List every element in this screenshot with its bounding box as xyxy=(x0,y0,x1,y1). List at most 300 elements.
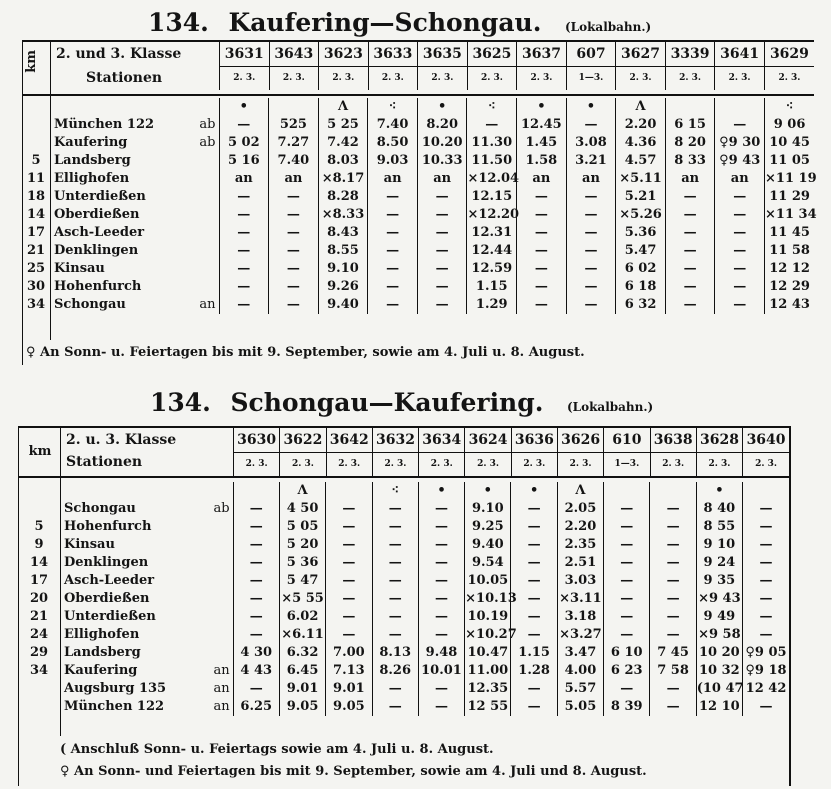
time-cell: 9.01 xyxy=(279,680,325,698)
time-cell: — xyxy=(715,260,765,278)
time-cell: 7.00 xyxy=(326,644,372,662)
km-value xyxy=(18,698,60,716)
time-cell: — xyxy=(566,188,616,206)
table1-header-rule xyxy=(22,94,814,96)
spacer xyxy=(22,98,50,116)
time-cell: ×12.20 xyxy=(467,207,520,222)
time-cell: — xyxy=(326,518,372,536)
table1-stations-header: Stationen xyxy=(86,70,163,86)
time-cell: — xyxy=(566,116,616,134)
spacer xyxy=(18,482,60,500)
km-value xyxy=(18,680,60,698)
table2-train-header xyxy=(233,428,789,476)
time-cell: 9.05 xyxy=(279,698,325,716)
time-cell: — xyxy=(233,572,279,590)
time-cell: 12.35 xyxy=(465,680,511,698)
km-value: 18 xyxy=(26,189,46,204)
table-row xyxy=(18,680,789,698)
time-cell: — xyxy=(418,680,464,698)
time-cell: — xyxy=(233,590,279,608)
train-symbol: • xyxy=(511,482,557,500)
km-value: 5 xyxy=(34,519,44,534)
time-cell: — xyxy=(604,572,650,590)
table-row xyxy=(18,698,789,716)
time-cell: — xyxy=(372,698,418,716)
time-cell: 8.03 xyxy=(318,152,368,170)
station-name: Kaufering xyxy=(54,135,128,150)
time-cell: ×9 43 xyxy=(698,591,741,606)
station-name: Schongau xyxy=(64,501,136,516)
time-cell: — xyxy=(418,590,464,608)
time-cell: — xyxy=(368,224,418,242)
km-value xyxy=(18,500,60,518)
train-number: 3623 xyxy=(319,42,369,66)
station-name: Denklingen xyxy=(64,555,149,570)
time-cell: — xyxy=(417,296,467,314)
time-cell: 4.57 xyxy=(616,152,666,170)
time-cell: — xyxy=(665,260,715,278)
time-cell: 12 29 xyxy=(765,278,815,296)
table-row xyxy=(22,278,814,296)
time-cell: 2.20 xyxy=(616,116,666,134)
table2-title xyxy=(150,388,653,417)
arrival-departure: ab xyxy=(199,135,216,150)
table-row xyxy=(22,260,814,278)
station-name: Unterdießen xyxy=(64,609,156,624)
time-cell: ×3.27 xyxy=(559,627,602,642)
train-class: 2. 3. xyxy=(280,452,326,476)
train-number: 3642 xyxy=(326,428,372,452)
arrival-departure xyxy=(210,572,233,590)
table-row xyxy=(22,296,814,314)
time-cell: — xyxy=(418,554,464,572)
train-class: 2. 3. xyxy=(467,66,517,90)
train-symbol: • xyxy=(219,98,269,116)
station-name: Augsburg 135 xyxy=(64,681,167,696)
km-value: 25 xyxy=(26,261,46,276)
arrival-departure: an xyxy=(199,297,216,312)
time-cell: 2.35 xyxy=(557,536,603,554)
time-cell: — xyxy=(665,188,715,206)
time-cell: — xyxy=(418,572,464,590)
station-name: Kinsau xyxy=(64,537,115,552)
time-cell: 12 42 xyxy=(743,680,789,698)
time-cell: 1.58 xyxy=(517,152,567,170)
train-symbol: ⁖ xyxy=(765,98,815,116)
station-name: Ellighofen xyxy=(54,171,130,186)
time-cell: — xyxy=(743,500,789,518)
time-cell: — xyxy=(715,296,765,314)
arrival-departure xyxy=(210,644,233,662)
train-class: 2. 3. xyxy=(220,66,270,90)
arrival-departure xyxy=(210,590,233,608)
time-cell: — xyxy=(326,536,372,554)
km-value: 17 xyxy=(29,573,49,588)
train-symbol xyxy=(233,482,279,500)
time-cell: — xyxy=(418,626,464,644)
table-row xyxy=(18,500,789,518)
time-cell: ×5.11 xyxy=(616,170,666,188)
arrival-departure xyxy=(195,170,219,188)
train-number: 3630 xyxy=(234,428,280,452)
time-cell: — xyxy=(511,518,557,536)
time-cell: ×3.11 xyxy=(559,591,602,606)
time-cell: — xyxy=(715,224,765,242)
km-value: 11 xyxy=(26,171,46,186)
time-cell: — xyxy=(715,188,765,206)
time-cell: 3.18 xyxy=(557,608,603,626)
train-number: 3637 xyxy=(517,42,567,66)
time-cell: 5 05 xyxy=(279,518,325,536)
time-cell: 4 30 xyxy=(233,644,279,662)
train-number: 3628 xyxy=(696,428,742,452)
time-cell: ♀9 43 xyxy=(715,152,765,170)
time-cell: — xyxy=(511,680,557,698)
time-cell: 6 18 xyxy=(616,278,666,296)
time-cell: — xyxy=(517,206,567,224)
train-class: 2. 3. xyxy=(764,66,814,90)
time-cell: — xyxy=(715,278,765,296)
time-cell: — xyxy=(517,278,567,296)
train-class: 2. 3. xyxy=(372,452,418,476)
time-cell: 5 16 xyxy=(219,152,269,170)
station-name: Kaufering xyxy=(64,663,138,678)
time-cell: 8.28 xyxy=(318,188,368,206)
table-row xyxy=(18,590,789,608)
time-cell: — xyxy=(219,278,269,296)
time-cell: — xyxy=(233,518,279,536)
spacer xyxy=(60,482,210,500)
train-symbol: • xyxy=(465,482,511,500)
time-cell: — xyxy=(219,224,269,242)
time-cell: — xyxy=(269,242,319,260)
km-value: 34 xyxy=(29,663,49,678)
station-name: Schongau xyxy=(54,297,126,312)
time-cell: 12 12 xyxy=(765,260,815,278)
time-cell: — xyxy=(566,260,616,278)
time-cell: 6 02 xyxy=(616,260,666,278)
train-number: 3626 xyxy=(557,428,603,452)
time-cell: — xyxy=(665,224,715,242)
station-name: Asch-Leeder xyxy=(64,573,155,588)
time-cell: — xyxy=(417,242,467,260)
time-cell: — xyxy=(219,206,269,224)
time-cell: ♀9 18 xyxy=(743,662,789,680)
train-number: 3635 xyxy=(418,42,468,66)
time-cell: — xyxy=(417,206,467,224)
time-cell: 6 10 xyxy=(604,644,650,662)
arrival-departure: ab xyxy=(213,501,230,516)
time-cell: — xyxy=(269,296,319,314)
time-cell: — xyxy=(372,590,418,608)
time-cell: 6 15 xyxy=(665,116,715,134)
time-cell: — xyxy=(368,278,418,296)
time-cell: 8 55 xyxy=(696,518,742,536)
time-cell: — xyxy=(372,500,418,518)
time-cell: 11 29 xyxy=(765,188,815,206)
time-cell: — xyxy=(650,500,696,518)
arrival-departure: an xyxy=(213,699,230,714)
time-cell: — xyxy=(233,626,279,644)
table-row xyxy=(18,608,789,626)
time-cell: — xyxy=(650,680,696,698)
time-cell: — xyxy=(326,500,372,518)
time-cell: — xyxy=(517,242,567,260)
time-cell: 12 43 xyxy=(765,296,815,314)
time-cell: 9.40 xyxy=(465,536,511,554)
time-cell: 11.30 xyxy=(467,134,517,152)
table2-number: 134. xyxy=(150,388,211,417)
time-cell: — xyxy=(269,206,319,224)
station-name: Oberdießen xyxy=(64,591,150,606)
time-cell: 6.45 xyxy=(279,662,325,680)
arrival-departure: ab xyxy=(199,117,216,132)
time-cell: — xyxy=(219,188,269,206)
time-cell: 5 25 xyxy=(318,116,368,134)
time-cell: 5.36 xyxy=(616,224,666,242)
time-cell: — xyxy=(372,554,418,572)
time-cell: — xyxy=(517,188,567,206)
time-cell: — xyxy=(715,242,765,260)
time-cell: 3.47 xyxy=(557,644,603,662)
time-cell: — xyxy=(665,206,715,224)
train-number: 3631 xyxy=(220,42,270,66)
time-cell: — xyxy=(604,590,650,608)
time-cell: — xyxy=(665,242,715,260)
km-value: 24 xyxy=(29,627,49,642)
time-cell: — xyxy=(368,242,418,260)
table1-body xyxy=(22,98,817,314)
km-value xyxy=(22,116,50,134)
time-cell: 9.03 xyxy=(368,152,418,170)
time-cell: — xyxy=(219,242,269,260)
time-cell: 5 36 xyxy=(279,554,325,572)
train-class: 2. 3. xyxy=(269,66,319,90)
train-symbol: Λ xyxy=(279,482,325,500)
arrival-departure xyxy=(195,242,219,260)
time-cell: 4 50 xyxy=(279,500,325,518)
arrival-departure: an xyxy=(213,663,230,678)
time-cell: an xyxy=(566,170,616,188)
table-row xyxy=(18,626,789,644)
train-number: 3643 xyxy=(269,42,319,66)
train-number: 3629 xyxy=(764,42,814,66)
km-value: 14 xyxy=(26,207,46,222)
arrival-departure xyxy=(210,518,233,536)
time-cell: ×10.13 xyxy=(465,591,517,606)
time-cell: 10.20 xyxy=(417,134,467,152)
time-cell: — xyxy=(418,698,464,716)
time-cell: — xyxy=(417,188,467,206)
train-symbol xyxy=(650,482,696,500)
time-cell: 8.26 xyxy=(372,662,418,680)
time-cell: — xyxy=(372,680,418,698)
time-cell: — xyxy=(604,680,650,698)
time-cell: ×9 58 xyxy=(698,627,741,642)
time-cell: — xyxy=(511,608,557,626)
train-symbol: • xyxy=(418,482,464,500)
km-value: 17 xyxy=(26,225,46,240)
time-cell: 9.40 xyxy=(318,296,368,314)
time-cell: — xyxy=(511,536,557,554)
time-cell: — xyxy=(233,608,279,626)
train-symbol: ⁖ xyxy=(372,482,418,500)
train-class: 2. 3. xyxy=(419,452,465,476)
time-cell: 4.00 xyxy=(557,662,603,680)
time-cell: 3.03 xyxy=(557,572,603,590)
train-symbol: • xyxy=(517,98,567,116)
table-row xyxy=(18,572,789,590)
station-name: Asch-Leeder xyxy=(54,225,145,240)
table-row xyxy=(22,134,814,152)
time-cell: — xyxy=(511,590,557,608)
arrival-departure: an xyxy=(213,681,230,696)
station-name: Oberdießen xyxy=(54,207,140,222)
time-cell: — xyxy=(418,518,464,536)
time-cell: 10.47 xyxy=(465,644,511,662)
train-number: 3641 xyxy=(715,42,765,66)
station-name: Denklingen xyxy=(54,243,139,258)
train-symbol: ⁖ xyxy=(467,98,517,116)
table1-route: Kaufering—Schongau. xyxy=(228,8,542,37)
train-symbol: • xyxy=(696,482,742,500)
time-cell: — xyxy=(511,554,557,572)
time-cell: 4 43 xyxy=(233,662,279,680)
spacer xyxy=(195,98,219,116)
station-name: München 122 xyxy=(54,117,155,132)
time-cell: — xyxy=(650,518,696,536)
time-cell: 12 10 xyxy=(696,698,742,716)
time-cell: 6 32 xyxy=(616,296,666,314)
train-number: 607 xyxy=(566,42,616,66)
spacer xyxy=(50,98,195,116)
table2-body xyxy=(18,482,789,716)
time-cell: 8.43 xyxy=(318,224,368,242)
time-cell: — xyxy=(604,626,650,644)
time-cell: — xyxy=(743,626,789,644)
time-cell: ×5 55 xyxy=(281,591,324,606)
time-cell: — xyxy=(372,572,418,590)
time-cell: ×5.26 xyxy=(616,206,666,224)
time-cell: — xyxy=(650,698,696,716)
time-cell: 8.55 xyxy=(318,242,368,260)
train-symbol: Λ xyxy=(616,98,666,116)
arrival-departure xyxy=(210,608,233,626)
time-cell: — xyxy=(372,626,418,644)
table1-km-header: km xyxy=(24,50,39,73)
train-symbol: ⁖ xyxy=(368,98,418,116)
time-cell: 7.27 xyxy=(269,134,319,152)
train-number: 3633 xyxy=(368,42,418,66)
time-cell: ×8.33 xyxy=(318,206,368,224)
time-cell: 6.25 xyxy=(233,698,279,716)
table-row xyxy=(18,536,789,554)
time-cell: — xyxy=(604,608,650,626)
train-class: 2. 3. xyxy=(650,452,696,476)
time-cell: — xyxy=(269,224,319,242)
time-cell: 10.01 xyxy=(418,662,464,680)
table1-class-header: 2. und 3. Klasse xyxy=(56,46,182,62)
time-cell: 12.31 xyxy=(467,224,517,242)
time-cell: — xyxy=(233,680,279,698)
time-cell: — xyxy=(219,296,269,314)
train-class: 1—3. xyxy=(566,66,616,90)
time-cell: 1.29 xyxy=(467,296,517,314)
table-row xyxy=(18,518,789,536)
train-class: 2. 3. xyxy=(616,66,666,90)
station-name: Landsberg xyxy=(54,153,131,168)
time-cell: 7.40 xyxy=(368,116,418,134)
time-cell: — xyxy=(269,260,319,278)
time-cell: — xyxy=(715,206,765,224)
time-cell: — xyxy=(326,572,372,590)
train-number: 610 xyxy=(604,428,650,452)
train-symbol xyxy=(665,98,715,116)
time-cell: 2.20 xyxy=(557,518,603,536)
time-cell: — xyxy=(326,608,372,626)
time-cell: — xyxy=(743,698,789,716)
table1-footnote: ♀ An Sonn- u. Feiertagen bis mit 9. September, sowie am 4. Juli u. 8. August. xyxy=(26,345,585,360)
time-cell: 7.13 xyxy=(326,662,372,680)
time-cell: — xyxy=(743,572,789,590)
time-cell: — xyxy=(372,536,418,554)
table2-km-header: km xyxy=(28,444,52,459)
time-cell: 11.50 xyxy=(467,152,517,170)
train-class: 2. 3. xyxy=(326,452,372,476)
time-cell: ♀9 30 xyxy=(715,134,765,152)
time-cell: — xyxy=(368,188,418,206)
time-cell: 10 20 xyxy=(696,644,742,662)
time-cell: — xyxy=(372,608,418,626)
time-cell: — xyxy=(743,536,789,554)
time-cell: an xyxy=(665,170,715,188)
time-cell: 12 55 xyxy=(465,698,511,716)
spacer xyxy=(210,482,233,500)
time-cell: — xyxy=(418,608,464,626)
train-symbol xyxy=(326,482,372,500)
train-number: 3622 xyxy=(280,428,326,452)
time-cell: 6 23 xyxy=(604,662,650,680)
time-cell: 2.05 xyxy=(557,500,603,518)
table2-header-rule xyxy=(18,476,790,478)
train-class: 2. 3. xyxy=(368,66,418,90)
time-cell: (10 47 xyxy=(696,681,744,696)
time-cell: ×8.17 xyxy=(318,170,368,188)
arrival-departure xyxy=(195,206,219,224)
time-cell: — xyxy=(269,278,319,296)
arrival-departure xyxy=(195,260,219,278)
time-cell: — xyxy=(372,518,418,536)
table2-class-header: 2. u. 3. Klasse xyxy=(66,432,177,448)
station-name: München 122 xyxy=(64,699,165,714)
train-class: 2. 3. xyxy=(511,452,557,476)
time-cell: — xyxy=(219,260,269,278)
km-value: 30 xyxy=(26,279,46,294)
train-number: 3636 xyxy=(511,428,557,452)
time-cell: — xyxy=(326,590,372,608)
time-cell: 10 32 xyxy=(696,662,742,680)
time-cell: 8 20 xyxy=(665,134,715,152)
time-cell: 7 58 xyxy=(650,662,696,680)
time-cell: ♀9 05 xyxy=(743,644,789,662)
time-cell: 8.50 xyxy=(368,134,418,152)
time-cell: — xyxy=(743,518,789,536)
time-cell: 8 40 xyxy=(696,500,742,518)
train-number: 3624 xyxy=(465,428,511,452)
time-cell: — xyxy=(511,626,557,644)
train-symbol xyxy=(269,98,319,116)
time-cell: 1.45 xyxy=(517,134,567,152)
